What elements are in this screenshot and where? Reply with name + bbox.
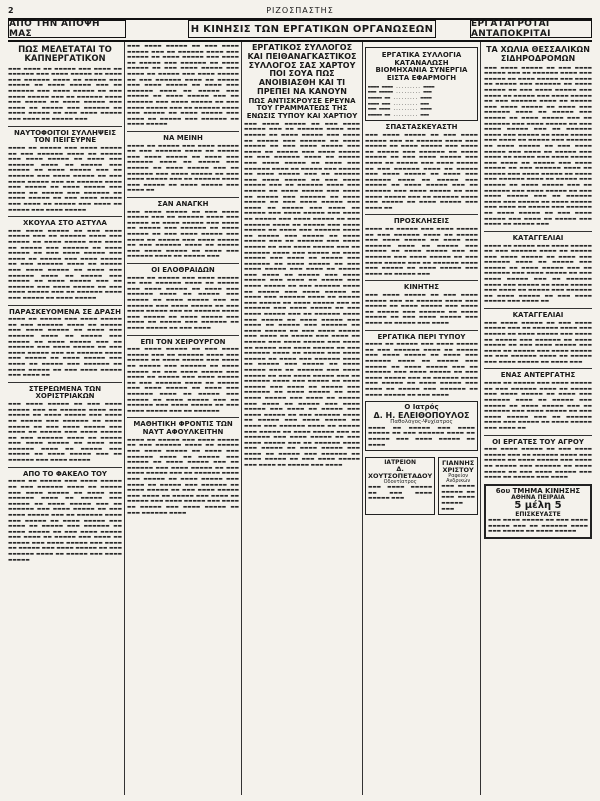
col5-text: ▬▬▬ ▬▬▬▬ ▬▬▬▬▬ ▬▬ ▬▬▬ ▬▬▬▬ ▬▬▬▬▬ ▬▬▬ ▬▬ ▬▬▬▬▬▬ ▬▬▬▬ ▬▬▬ ▬▬▬▬▬ ▬▬ ▬▬▬▬ ▬▬▬▬▬ ▬▬▬ ▬▬▬▬ ▬▬ ▬▬▬▬▬ ▬▬▬ ▬▬▬▬▬▬ ▬▬ ▬▬▬▬ ▬▬▬▬▬ ▬▬ ▬▬▬ ▬▬▬▬ ▬▬▬▬▬ ▬▬▬ ▬▬▬▬ ▬▬ ▬▬▬▬▬ ▬▬▬ ▬▬▬▬ ▬▬▬▬▬ ▬▬ ▬▬▬ ▬▬▬▬▬▬ ▬▬▬▬ ▬▬ ▬▬▬▬▬ ▬▬▬ ▬▬▬▬ ▬▬▬▬▬ ▬▬ ▬▬▬▬ ▬▬▬ ▬▬▬▬▬▬ ▬▬▬▬ ▬▬ ▬▬▬▬▬ ▬▬▬ ▬▬▬▬▬ ▬▬ ▬▬▬▬ ▬▬▬▬▬ ▬▬▬ ▬▬ ▬▬▬▬▬▬ ▬▬▬ ▬▬▬▬ ▬▬▬▬▬ ▬▬ ▬▬▬ ▬▬▬▬ ▬▬▬▬▬ ▬▬▬ ▬▬ ▬▬▬▬▬▬ ▬▬▬▬ ▬▬▬ ▬▬▬▬▬ ▬▬ ▬▬▬▬ ▬▬▬▬▬ ▬▬▬ ▬▬▬▬ ▬▬ ▬▬▬▬▬ ▬▬▬ ▬▬▬▬▬▬ ▬▬ ▬▬▬▬ ▬▬▬▬▬ ▬▬ ▬▬▬ ▬▬▬▬ ▬▬▬▬▬ ▬▬▬ ▬▬▬▬ ▬▬ ▬▬▬▬▬ ▬▬▬ ▬▬▬▬ ▬▬ ▬▬▬▬▬ ▬▬▬ ▬▬▬▬ ▬▬▬▬▬ ▬▬▬ ▬▬▬▬ ▬▬ ▬▬▬▬▬ ▬▬▬ ▬▬▬▬ ▬▬▬▬▬ ▬▬ ▬▬▬ ▬▬▬▬▬▬ ▬▬▬▬ ▬▬ ▬▬▬▬▬ ▬▬▬ ▬▬▬▬ ▬▬▬▬▬ ▬▬ ▬▬▬▬ ▬▬▬ ▬▬▬▬▬▬ ▬▬▬▬ ▬▬ ▬▬▬▬▬ ▬▬▬ ▬▬▬▬▬ ▬▬ ▬▬▬▬ ▬▬▬▬▬ ▬▬▬ ▬▬ ▬▬▬▬▬▬ ▬▬▬ ▬▬▬▬ ▬▬▬▬▬ ▬▬ ▬▬▬ ▬▬▬▬ ▬▬▬▬▬ ▬▬▬ ▬▬ ▬▬▬▬▬▬ ▬▬▬▬ ▬▬▬ ▬▬▬▬▬ ▬▬ ▬▬▬▬ ▬▬▬▬▬ ▬▬▬ ▬▬▬▬ ▬▬ ▬▬▬▬▬ ▬▬▬ ▬▬▬▬▬▬ ▬▬ ▬▬▬▬ ▬▬▬▬▬ ▬▬ ▬▬▬ ▬▬▬▬ ▬▬▬▬▬ ▬▬▬ ▬▬▬▬ ▬▬ ▬▬▬▬▬ ▬▬▬ ▬▬▬▬ ▬▬ ▬▬▬▬▬ ▬▬▬ xyxy=(484,65,592,228)
col4-text-3: ▬▬▬ ▬▬▬▬ ▬▬▬▬▬ ▬▬ ▬▬▬ ▬▬▬▬ ▬▬▬▬▬ ▬▬▬ ▬▬ ▬▬▬▬▬▬ ▬▬▬▬ ▬▬▬ ▬▬▬▬▬ ▬▬ ▬▬▬▬ ▬▬▬▬▬ ▬▬▬ ▬▬▬▬ ▬▬ ▬▬▬▬▬ ▬▬▬ ▬▬▬▬▬▬ ▬▬ ▬▬▬▬ ▬▬▬▬▬ ▬▬ ▬▬▬ ▬▬▬▬ ▬▬▬▬▬ ▬▬▬ ▬▬▬▬ ▬▬ ▬▬▬▬▬ ▬▬▬ ▬▬▬▬ xyxy=(365,293,478,326)
section-header-left: ΑΠΟ ΤΗΝ ΑΠΟΨΗ ΜΑΣ xyxy=(8,20,126,38)
col5-subheading-1: ΚΑΤΑΓΓΕΛΙΑΙ xyxy=(512,233,564,242)
col5-text-2: ▬▬▬▬ ▬▬ ▬▬▬▬▬ ▬▬▬ ▬▬▬▬ ▬▬▬▬▬ ▬▬ ▬▬▬ ▬▬▬▬▬▬ ▬▬▬▬ ▬▬ ▬▬▬▬▬ ▬▬▬ ▬▬▬▬ ▬▬▬▬▬ ▬▬ ▬▬▬▬ ▬▬▬ ▬▬▬▬▬▬ ▬▬▬▬ ▬▬ ▬▬▬▬▬ ▬▬▬ ▬▬▬▬▬ ▬▬ ▬▬▬▬ ▬▬▬▬▬ ▬▬▬ ▬▬ ▬▬▬▬▬▬ ▬▬▬ ▬▬▬▬ ▬▬▬▬▬ ▬▬ ▬▬▬ ▬▬▬▬ ▬▬▬▬▬ ▬▬▬ ▬▬ ▬▬▬▬▬▬ ▬▬▬▬ ▬▬▬ ▬▬▬▬▬ ▬▬ ▬▬▬▬ ▬▬▬▬▬ ▬▬▬ ▬▬▬▬ ▬▬ ▬▬▬▬▬ ▬▬▬ ▬▬▬▬▬▬ ▬▬ ▬▬▬▬ ▬▬▬▬▬ ▬▬ ▬▬▬ ▬▬▬▬ ▬▬▬▬▬ ▬▬▬ ▬▬▬▬ ▬▬ xyxy=(484,243,592,305)
col4-separator-3 xyxy=(365,330,478,331)
doctor-advert xyxy=(365,401,478,451)
col4-text: ▬▬▬ ▬▬▬▬ ▬▬▬▬▬ ▬▬ ▬▬▬ ▬▬▬▬ ▬▬▬▬▬ ▬▬▬ ▬▬ ▬▬▬▬▬▬ ▬▬▬▬ ▬▬▬ ▬▬▬▬▬ ▬▬ ▬▬▬▬ ▬▬▬▬▬ ▬▬▬ ▬▬▬▬ ▬▬ ▬▬▬▬▬ ▬▬▬ ▬▬▬▬▬▬ ▬▬ ▬▬▬▬ ▬▬▬▬▬ ▬▬ ▬▬▬ ▬▬▬▬ ▬▬▬▬▬ ▬▬▬ ▬▬▬▬ ▬▬ ▬▬▬▬▬ ▬▬▬ ▬▬▬▬ ▬▬▬▬▬ ▬▬ ▬▬▬ ▬▬▬▬▬▬ ▬▬▬▬ ▬▬ ▬▬▬▬▬ ▬▬▬ ▬▬▬▬ ▬▬▬▬▬ ▬▬ ▬▬▬▬ ▬▬▬ ▬▬▬▬▬▬ ▬▬▬▬ ▬▬ ▬▬▬▬▬ ▬▬▬ ▬▬▬▬▬ ▬▬ ▬▬▬▬ ▬▬▬▬▬ ▬▬▬ ▬▬ ▬▬▬▬▬▬ ▬▬▬ ▬▬▬▬ ▬▬▬▬▬ ▬▬ ▬▬▬ ▬▬▬▬ ▬▬▬▬▬ ▬▬▬ ▬▬ ▬▬▬▬▬▬ ▬▬▬▬ ▬▬▬ ▬▬▬▬▬ ▬▬ ▬▬▬▬ ▬▬▬▬▬ ▬▬▬ ▬▬▬▬ ▬▬ xyxy=(365,133,478,211)
col4-text-2: ▬▬▬▬ ▬▬ ▬▬▬▬▬ ▬▬▬ ▬▬▬▬ ▬▬▬▬▬ ▬▬ ▬▬▬ ▬▬▬▬▬▬ ▬▬▬▬ ▬▬ ▬▬▬▬▬ ▬▬▬ ▬▬▬▬ ▬▬▬▬▬ ▬▬ ▬▬▬▬ ▬▬▬ ▬▬▬▬▬▬ ▬▬▬▬ ▬▬ ▬▬▬▬▬ ▬▬▬ ▬▬▬▬▬ ▬▬ ▬▬▬▬ ▬▬▬▬▬ ▬▬▬ ▬▬ ▬▬▬▬▬▬ ▬▬▬ ▬▬▬▬ ▬▬▬▬▬ ▬▬ ▬▬▬ ▬▬▬▬ ▬▬▬▬▬ ▬▬▬ ▬▬ ▬▬▬▬▬▬ ▬▬▬▬ ▬▬▬ ▬▬▬▬▬ ▬▬ ▬▬▬▬ ▬▬▬▬▬ ▬▬▬ ▬▬▬▬ ▬▬ ▬▬▬▬▬ ▬▬▬ xyxy=(365,227,478,277)
page-number: 2 xyxy=(8,6,14,15)
meeting-advert-line-1: 6ου ΤΜΗΜΑ ΚΙΝΗΣΗΣ xyxy=(495,486,581,495)
col2-text-2: ▬▬▬▬ ▬▬ ▬▬▬▬▬ ▬▬▬ ▬▬▬▬ ▬▬▬▬▬ ▬▬ ▬▬▬ ▬▬▬▬▬▬ ▬▬▬▬ ▬▬ ▬▬▬▬▬ ▬▬▬ ▬▬▬▬ ▬▬▬▬▬ ▬▬ ▬▬▬▬ ▬▬▬ ▬▬▬▬▬▬ ▬▬▬▬ ▬▬ ▬▬▬▬▬ ▬▬▬ ▬▬▬▬▬ ▬▬ ▬▬▬▬ ▬▬▬▬▬ ▬▬▬ ▬▬ ▬▬▬▬▬▬ ▬▬▬ ▬▬▬▬ ▬▬▬▬▬ ▬▬ ▬▬▬ ▬▬▬▬ ▬▬▬▬▬ ▬▬▬ ▬▬ ▬▬▬▬▬▬ ▬▬▬▬ ▬▬▬ ▬▬▬▬▬ ▬▬ ▬▬▬▬ ▬▬▬▬▬ ▬▬▬ ▬▬▬▬ ▬▬ xyxy=(127,143,239,194)
col5-subheading-2: ΚΑΤΑΓΓΕΛΙΑΙ xyxy=(512,311,564,320)
page-topline xyxy=(8,6,592,18)
col5-text-4: ▬▬▬▬ ▬▬ ▬▬▬▬▬ ▬▬▬ ▬▬▬▬ ▬▬▬▬▬ ▬▬ ▬▬▬ ▬▬▬▬▬▬ ▬▬▬▬ ▬▬ ▬▬▬▬▬ ▬▬▬ ▬▬▬▬ ▬▬▬▬▬ ▬▬ ▬▬▬▬ ▬▬▬ ▬▬▬▬▬▬ ▬▬▬▬ ▬▬ ▬▬▬▬▬ ▬▬▬ ▬▬▬▬▬ ▬▬ ▬▬▬▬ ▬▬▬▬▬ ▬▬▬ ▬▬ ▬▬▬▬▬▬ ▬▬▬ ▬▬▬▬ ▬▬▬▬▬ ▬▬ ▬▬▬ ▬▬▬▬ ▬▬▬▬▬ ▬▬▬ ▬▬ ▬▬▬▬▬▬ ▬▬▬▬ ▬▬▬ ▬▬▬▬▬ ▬▬ ▬▬▬▬ ▬▬▬▬▬ ▬▬▬ ▬▬▬▬ ▬▬ xyxy=(484,381,592,431)
col2-text-3: ▬▬▬ ▬▬▬▬ ▬▬▬▬▬ ▬▬ ▬▬▬ ▬▬▬▬ ▬▬▬▬▬ ▬▬▬ ▬▬ ▬▬▬▬▬▬ ▬▬▬▬ ▬▬▬ ▬▬▬▬▬ ▬▬ ▬▬▬▬ ▬▬▬▬▬ ▬▬▬ ▬▬▬▬ ▬▬ ▬▬▬▬▬ ▬▬▬ ▬▬▬▬▬▬ ▬▬ ▬▬▬▬ ▬▬▬▬▬ ▬▬ ▬▬▬ ▬▬▬▬ ▬▬▬▬▬ ▬▬▬ ▬▬▬▬ ▬▬ ▬▬▬▬▬ ▬▬▬ ▬▬▬▬ ▬▬▬▬▬ ▬▬ ▬▬▬ ▬▬▬▬▬▬ ▬▬▬▬ ▬▬ ▬▬▬▬▬ ▬▬▬ ▬▬▬▬ ▬▬▬▬▬ ▬▬ ▬▬▬▬ ▬▬▬ ▬▬▬▬▬▬ ▬▬▬▬ ▬▬ ▬▬▬▬▬ ▬▬▬ xyxy=(127,209,239,260)
col1-subheading-3: ΠΑΡΑΣΚΕΥΟΜΕΝΑ ΣΕ ΔΡΑΣΗ xyxy=(9,307,121,316)
column-divider-4 xyxy=(480,42,481,795)
col5-subheading-4: ΟΙ ΕΡΓΑΤΕΣ ΤΟΥ ΑΓΡΟΥ xyxy=(492,437,584,446)
header-rule xyxy=(8,40,592,42)
col4-subheading-4: ΕΡΓΑΤΙΚΑ ΠΕΡΙ ΤΥΠΟΥ xyxy=(377,332,466,341)
col5-subheading-3: ΕΝΑΣ ΑΝΤΕΡΓΑΤΗΣ xyxy=(500,371,576,380)
col5-separator-3 xyxy=(484,368,592,369)
col1-subheading-5: ΑΠΟ ΤΟ ΦΑΚΕΛΟ ΤΟΥ xyxy=(23,469,107,478)
col1-separator-5 xyxy=(8,467,122,468)
section-header-right: ΕΡΓΑΤΑΓΡΟΤΑΙ ΑΝΤΑΠΟΚΡΙΤΑΙ xyxy=(470,20,592,38)
col2-separator-4 xyxy=(127,335,239,336)
col2-separator-5 xyxy=(127,417,239,418)
col4-subheading-3: ΚΙΝΗΤΗΣ xyxy=(403,283,440,292)
meeting-advert-line-2: ΑΘΗΝΑ ΠΕΙΡΑΙΑ xyxy=(511,494,565,502)
col1-text-4: ▬▬▬▬ ▬▬ ▬▬▬▬▬ ▬▬▬ ▬▬▬▬ ▬▬▬▬▬ ▬▬ ▬▬▬ ▬▬▬▬▬▬ ▬▬▬▬ ▬▬ ▬▬▬▬▬ ▬▬▬ ▬▬▬▬ ▬▬▬▬▬ ▬▬ ▬▬▬▬ ▬▬▬ ▬▬▬▬▬▬ ▬▬▬▬ ▬▬ ▬▬▬▬▬ ▬▬▬ ▬▬▬▬▬ ▬▬ ▬▬▬▬ ▬▬▬▬▬ ▬▬▬ ▬▬ ▬▬▬▬▬▬ ▬▬▬ ▬▬▬▬ ▬▬▬▬▬ ▬▬ ▬▬▬ ▬▬▬▬ ▬▬▬▬▬ ▬▬▬ ▬▬ ▬▬▬▬▬▬ ▬▬▬▬ ▬▬▬ ▬▬▬▬▬ ▬▬ ▬▬▬▬ ▬▬▬▬▬ ▬▬▬ ▬▬▬▬ ▬▬ ▬▬▬▬▬ ▬▬▬ ▬▬▬▬▬▬ ▬▬ ▬▬▬▬ ▬▬▬▬▬ ▬▬ ▬▬▬ ▬▬▬▬ ▬▬▬▬▬ ▬▬▬ ▬▬▬▬ ▬▬ xyxy=(8,317,122,379)
column-divider-1 xyxy=(124,42,125,795)
column-5 xyxy=(484,44,592,795)
col5-separator-1 xyxy=(484,231,592,232)
col4-separator-1 xyxy=(365,214,478,215)
col4-subheading-2: ΠΡΟΣΚΛΗΣΕΙΣ xyxy=(393,217,450,226)
col1-subheading-2: ΧΚΟΥΛΑ ΣΤΟ ΑΣΤΥΛΑ xyxy=(23,219,107,228)
masthead: ΡΙΖΟΣΠΑΣΤΗΣ xyxy=(266,6,334,15)
col2-text-4: ▬▬▬▬ ▬▬ ▬▬▬▬▬ ▬▬▬ ▬▬▬▬ ▬▬▬▬▬ ▬▬ ▬▬▬ ▬▬▬▬▬▬ ▬▬▬▬ ▬▬ ▬▬▬▬▬ ▬▬▬ ▬▬▬▬ ▬▬▬▬▬ ▬▬ ▬▬▬▬ ▬▬▬ ▬▬▬▬▬▬ ▬▬▬▬ ▬▬ ▬▬▬▬▬ ▬▬▬ ▬▬▬▬▬ ▬▬ ▬▬▬▬ ▬▬▬▬▬ ▬▬▬ ▬▬ ▬▬▬▬▬▬ ▬▬▬ ▬▬▬▬ ▬▬▬▬▬ ▬▬ ▬▬▬ ▬▬▬▬ ▬▬▬▬▬ ▬▬▬ ▬▬ ▬▬▬▬▬▬ ▬▬▬▬ ▬▬▬ ▬▬▬▬▬ ▬▬ ▬▬▬▬ ▬▬▬▬▬ ▬▬▬ ▬▬▬▬ ▬▬ ▬▬▬▬▬ ▬▬▬ ▬▬▬▬▬▬ ▬▬ ▬▬▬▬ ▬▬▬▬▬ ▬▬ ▬▬▬ ▬▬▬▬ xyxy=(127,275,239,331)
col2-text-5: ▬▬▬ ▬▬▬▬ ▬▬▬▬▬ ▬▬ ▬▬▬ ▬▬▬▬ ▬▬▬▬▬ ▬▬▬ ▬▬ ▬▬▬▬▬▬ ▬▬▬▬ ▬▬▬ ▬▬▬▬▬ ▬▬ ▬▬▬▬ ▬▬▬▬▬ ▬▬▬ ▬▬▬▬ ▬▬ ▬▬▬▬▬ ▬▬▬ ▬▬▬▬▬▬ ▬▬ ▬▬▬▬ ▬▬▬▬▬ ▬▬ ▬▬▬ ▬▬▬▬ ▬▬▬▬▬ ▬▬▬ ▬▬▬▬ ▬▬ ▬▬▬▬▬ ▬▬▬ ▬▬▬▬ ▬▬▬▬▬ ▬▬ ▬▬▬ ▬▬▬▬▬▬ ▬▬▬▬ ▬▬ ▬▬▬▬▬ ▬▬▬ ▬▬▬▬ ▬▬▬▬▬ ▬▬ ▬▬▬▬ ▬▬▬ ▬▬▬▬▬▬ ▬▬▬▬ ▬▬ ▬▬▬▬▬ ▬▬▬ ▬▬▬▬▬ ▬▬ ▬▬▬▬ ▬▬▬▬▬ ▬▬▬ ▬▬ ▬▬▬▬▬▬ ▬▬▬ ▬▬▬▬ ▬▬▬▬▬ ▬▬ ▬▬▬ ▬▬▬▬ ▬▬▬▬▬ ▬▬▬ ▬▬ ▬▬▬▬▬▬ xyxy=(127,347,239,414)
tailor-advert-detail: Ραφείον Ανδρικών xyxy=(446,472,471,484)
col2-subheading-1: ΝΑ ΜΕΙΝΗ xyxy=(163,133,203,142)
column-divider-2 xyxy=(241,42,242,795)
col5-headline: ΤΑ ΧΩΛΙΑ ΘΕΣΣΑΛΙΚΩΝ ΣΙΔΗΡΟΔΡΟΜΩΝ xyxy=(486,45,590,63)
doctor-advert-title: Ο Ιατρός xyxy=(404,403,439,412)
section-header-center: Η ΚΙΝΗΣΙΣ ΤΩΝ ΕΡΓΑΤΙΚΩΝ ΟΡΓΑΝΩΣΕΩΝ xyxy=(188,20,436,38)
meeting-advert-line-4: ΕΠΙΣΚΕΥΑΣΤΕ xyxy=(515,510,561,518)
col1-subheading-1: ΝΑΥΤΟΦΟΙΤΟΙ ΣΥΛΛΗΨΕΙΣ ΤΟΝ ΠΕΙΓΕΥΡΝΕ xyxy=(13,128,116,145)
dentist-advert-title: ΙΑΤΡΕΙΟΝ xyxy=(384,459,417,467)
col1-headline: ΠΩΣ ΜΕΛΕΤΑΤΑΙ ΤΟ ΚΑΠΝΕΡΓΑΤΙΚΟΝ xyxy=(18,45,112,65)
col1-subheading-4: ΣΤΕΡΕΩΜΕΝΑ ΤΩΝ ΧΟΡΙΣΤΡΙΑΚΩΝ xyxy=(28,384,102,401)
doctor-advert-text: ▬▬▬▬ ▬▬ ▬▬▬▬▬ ▬▬▬ ▬▬▬▬ ▬▬▬▬▬ ▬▬ ▬▬▬ ▬▬▬▬▬▬ ▬▬▬▬ ▬▬ ▬▬▬▬▬ ▬▬▬ ▬▬▬▬ ▬▬▬▬▬ ▬▬ ▬▬▬▬ xyxy=(368,425,475,448)
col1-text-3: ▬▬▬ ▬▬▬▬ ▬▬▬▬▬ ▬▬ ▬▬▬ ▬▬▬▬ ▬▬▬▬▬ ▬▬▬ ▬▬ ▬▬▬▬▬▬ ▬▬▬▬ ▬▬▬ ▬▬▬▬▬ ▬▬ ▬▬▬▬ ▬▬▬▬▬ ▬▬▬ ▬▬▬▬ ▬▬ ▬▬▬▬▬ ▬▬▬ ▬▬▬▬▬▬ ▬▬ ▬▬▬▬ ▬▬▬▬▬ ▬▬ ▬▬▬ ▬▬▬▬ ▬▬▬▬▬ ▬▬▬ ▬▬▬▬ ▬▬ ▬▬▬▬▬ ▬▬▬ ▬▬▬▬ ▬▬▬▬▬ ▬▬ ▬▬▬ ▬▬▬▬▬▬ ▬▬▬▬ ▬▬ ▬▬▬▬▬ ▬▬▬ ▬▬▬▬ ▬▬▬▬▬ ▬▬ ▬▬▬▬ ▬▬▬ ▬▬▬▬▬▬ ▬▬▬▬ ▬▬ ▬▬▬▬▬ ▬▬▬ ▬▬▬▬▬ ▬▬ ▬▬▬▬ ▬▬▬▬▬ ▬▬▬ ▬▬ ▬▬▬▬▬▬ ▬▬▬ ▬▬▬▬ ▬▬▬▬▬ ▬▬ ▬▬▬ ▬▬▬▬ ▬▬▬▬▬ ▬▬▬ ▬▬ ▬▬▬▬▬▬ ▬▬▬▬ ▬▬▬ ▬▬▬▬▬ ▬▬ ▬▬▬▬ ▬▬▬▬▬ xyxy=(8,228,122,301)
col4-list: ▬▬▬▬ ▬▬▬▬ ......... ▬▬▬▬ ▬▬▬ ▬▬▬▬▬ ......... ▬▬▬ ▬▬▬▬▬ ▬▬ ......... ▬▬▬▬ ▬▬▬▬ ▬▬▬ ......... ▬▬▬ ▬▬▬ ▬▬▬▬ ......... ▬▬▬▬ ▬▬▬▬▬ ▬▬ ......... ▬▬▬ xyxy=(368,84,435,118)
doctor-advert-detail: Παθολόγος-Ψυχίατρος xyxy=(390,418,453,425)
col3-subheading-1: ΠΩΣ ΑΝΤΙΣΚΡΟΥΣΕ ΕΡΕΥΝΑ ΤΟΥ ΓΡΑΜΜΑΤΕΩΣ ΤΗΣ ΕΝΩΣΙΣ ΤΥΠΟΥ ΚΑΙ ΧΑΡΤΙΟΥ xyxy=(246,96,358,121)
col5-separator-2 xyxy=(484,308,592,309)
column-3 xyxy=(244,44,360,795)
col4-headline: ΕΡΓΑΤΙΚΑ ΣΥΛΛΟΓΙΑ ΚΑΤΑΝΑΛΩΣΗ ΒΙΟΜΗΧΑΝΙΑ ΣΥΝΕΡΓΙΑ ΕΙΣΤΑ ΕΦΑΡΜΟΓΗ xyxy=(375,51,468,83)
col1-separator-4 xyxy=(8,382,122,383)
dentist-advert-name: Δ. ΧΟΥΤΣΟΠΕΤΑΔΟΥ xyxy=(368,465,433,481)
col2-separator-3 xyxy=(127,263,239,264)
dentist-advert-text: ▬▬▬ ▬▬▬▬ ▬▬▬▬▬ ▬▬ ▬▬▬ ▬▬▬▬ ▬▬▬▬▬ ▬▬▬ xyxy=(368,485,433,502)
col1-text-5: ▬▬▬ ▬▬▬▬ ▬▬▬▬▬ ▬▬ ▬▬▬ ▬▬▬▬ ▬▬▬▬▬ ▬▬▬ ▬▬ ▬▬▬▬▬▬ ▬▬▬▬ ▬▬▬ ▬▬▬▬▬ ▬▬ ▬▬▬▬ ▬▬▬▬▬ ▬▬▬ ▬▬▬▬ ▬▬ ▬▬▬▬▬ ▬▬▬ ▬▬▬▬▬▬ ▬▬ ▬▬▬▬ ▬▬▬▬▬ ▬▬ ▬▬▬ ▬▬▬▬ ▬▬▬▬▬ ▬▬▬ ▬▬▬▬ ▬▬ ▬▬▬▬▬ ▬▬▬ ▬▬▬▬ ▬▬▬▬▬ ▬▬ ▬▬▬ ▬▬▬▬▬▬ ▬▬▬▬ ▬▬ ▬▬▬▬▬ ▬▬▬ ▬▬▬▬ ▬▬▬▬▬ ▬▬ ▬▬▬▬ ▬▬▬ ▬▬▬▬▬▬ ▬▬▬▬ ▬▬ ▬▬▬▬▬ ▬▬▬ ▬▬▬▬▬ ▬▬ ▬▬▬▬ ▬▬▬▬▬ ▬▬▬ ▬▬ ▬▬▬▬▬▬ ▬▬▬ ▬▬▬▬ ▬▬▬▬▬ xyxy=(8,402,122,464)
col4-headline-box xyxy=(365,47,478,121)
column-4 xyxy=(365,44,478,795)
tailor-advert xyxy=(438,457,478,515)
tailor-advert-name: ΓΙΑΝΝΗΣ ΧΡΙΣΤΟΥ xyxy=(441,459,475,474)
col1-text-6: ▬▬▬▬ ▬▬ ▬▬▬▬▬ ▬▬▬ ▬▬▬▬ ▬▬▬▬▬ ▬▬ ▬▬▬ ▬▬▬▬▬▬ ▬▬▬▬ ▬▬ ▬▬▬▬▬ ▬▬▬ ▬▬▬▬ ▬▬▬▬▬ ▬▬ ▬▬▬▬ ▬▬▬ ▬▬▬▬▬▬ ▬▬▬▬ ▬▬ ▬▬▬▬▬ ▬▬▬ ▬▬▬▬▬ ▬▬ ▬▬▬▬ ▬▬▬▬▬ ▬▬▬ ▬▬ ▬▬▬▬▬▬ ▬▬▬ ▬▬▬▬ ▬▬▬▬▬ ▬▬ ▬▬▬ ▬▬▬▬ ▬▬▬▬▬ ▬▬▬ ▬▬ ▬▬▬▬▬▬ ▬▬▬▬ ▬▬▬ ▬▬▬▬▬ ▬▬ ▬▬▬▬ ▬▬▬▬▬ ▬▬▬ ▬▬▬▬ ▬▬ ▬▬▬▬▬ ▬▬▬ ▬▬▬▬▬▬ ▬▬ ▬▬▬▬ ▬▬▬▬▬ ▬▬ ▬▬▬ ▬▬▬▬ ▬▬▬▬▬ ▬▬▬ ▬▬▬▬ ▬▬ ▬▬▬▬▬ ▬▬▬ ▬▬▬▬ ▬▬ ▬▬▬▬▬ ▬▬▬ ▬▬▬▬ ▬▬▬▬▬ ▬▬▬ ▬▬▬▬ ▬▬ ▬▬▬▬▬ ▬▬▬ ▬▬▬▬ ▬▬▬▬▬ ▬▬ ▬▬▬ ▬▬▬▬▬▬ ▬▬▬▬ ▬▬ ▬▬▬▬▬ ▬▬▬ ▬▬▬▬ ▬▬▬▬▬ xyxy=(8,479,122,563)
ads-row xyxy=(365,454,478,518)
col1-separator xyxy=(8,126,122,127)
col5-text-3: ▬▬▬ ▬▬▬▬ ▬▬▬▬▬ ▬▬ ▬▬▬ ▬▬▬▬ ▬▬▬▬▬ ▬▬▬ ▬▬ ▬▬▬▬▬▬ ▬▬▬▬ ▬▬▬ ▬▬▬▬▬ ▬▬ ▬▬▬▬ ▬▬▬▬▬ ▬▬▬ ▬▬▬▬ ▬▬ ▬▬▬▬▬ ▬▬▬ ▬▬▬▬▬▬ ▬▬ ▬▬▬▬ ▬▬▬▬▬ ▬▬ ▬▬▬ ▬▬▬▬ ▬▬▬▬▬ ▬▬▬ ▬▬▬▬ ▬▬ ▬▬▬▬▬ ▬▬▬ ▬▬▬▬ ▬▬▬▬▬ ▬▬ ▬▬▬ ▬▬▬▬▬▬ ▬▬▬▬ ▬▬ ▬▬▬▬▬ ▬▬▬ ▬▬▬▬ ▬▬▬▬▬ ▬▬ ▬▬▬▬ ▬▬▬ xyxy=(484,320,592,365)
col2-separator-2 xyxy=(127,197,239,198)
col2-subheading-4: ΕΠΙ ΤΟΝ ΧΕΙΡΟΥΡΓΟΝ xyxy=(140,337,226,346)
col1-separator-2 xyxy=(8,216,122,217)
col1-text: ▬▬▬ ▬▬▬▬ ▬▬ ▬▬▬▬▬ ▬▬▬ ▬▬▬▬ ▬▬ ▬▬▬▬▬▬ ▬▬▬ ▬▬▬▬ ▬▬▬▬▬ ▬▬ ▬▬▬▬ ▬▬▬ ▬▬▬▬▬▬ ▬▬▬▬ ▬▬ ▬▬▬▬▬ ▬▬▬ ▬▬▬▬▬ ▬▬ ▬▬▬▬ ▬▬▬▬▬ ▬▬▬ ▬▬ ▬▬▬▬▬▬ ▬▬▬ ▬▬▬▬ ▬▬▬▬▬ ▬▬ ▬▬▬ ▬▬▬▬ ▬▬▬▬▬ ▬▬▬ ▬▬ ▬▬▬▬▬▬ ▬▬▬▬ ▬▬▬ ▬▬▬▬▬ ▬▬ ▬▬▬▬ ▬▬▬▬▬ ▬▬▬ ▬▬▬▬ ▬▬ ▬▬▬▬▬ ▬▬▬ ▬▬▬▬▬▬ ▬▬ ▬▬▬▬ ▬▬▬▬▬ ▬▬ ▬▬▬ ▬▬▬▬ ▬▬▬▬▬ ▬▬▬ ▬▬▬▬ ▬▬ ▬▬▬▬▬ ▬▬▬ xyxy=(8,66,122,123)
col2-subheading-3: ΟΙ ΕΛΟΘΡΑΙΔΩΝ xyxy=(151,265,215,274)
col4-separator-2 xyxy=(365,280,478,281)
col4-subheading-1: ΣΠΑΣΤΑΣΚΕΥΑΣΤΗ xyxy=(385,123,458,132)
col4-text-4: ▬▬▬▬ ▬▬ ▬▬▬▬▬ ▬▬▬ ▬▬▬▬ ▬▬▬▬▬ ▬▬ ▬▬▬ ▬▬▬▬▬▬ ▬▬▬▬ ▬▬ ▬▬▬▬▬ ▬▬▬ ▬▬▬▬ ▬▬▬▬▬ ▬▬ ▬▬▬▬ ▬▬▬ ▬▬▬▬▬▬ ▬▬▬▬ ▬▬ ▬▬▬▬▬ ▬▬▬ ▬▬▬▬▬ ▬▬ ▬▬▬▬ ▬▬▬▬▬ ▬▬▬ ▬▬ ▬▬▬▬▬▬ ▬▬▬ ▬▬▬▬ ▬▬▬▬▬ ▬▬ ▬▬▬ ▬▬▬▬ ▬▬▬▬▬ ▬▬▬ ▬▬ ▬▬▬▬▬▬ ▬▬▬▬ ▬▬▬ ▬▬▬▬▬ ▬▬ ▬▬▬▬ ▬▬▬▬▬ ▬▬▬ ▬▬▬▬ ▬▬ ▬▬▬▬▬ ▬▬▬ ▬▬▬▬▬▬ ▬▬ ▬▬▬▬ ▬▬▬▬▬ ▬▬ ▬▬▬ ▬▬▬▬ xyxy=(365,342,478,398)
col5-separator-4 xyxy=(484,435,592,436)
col1-separator-3 xyxy=(8,305,122,306)
col2-separator-1 xyxy=(127,131,239,132)
meeting-advert xyxy=(484,484,592,539)
meeting-advert-line-3: 5 μέλη 5 xyxy=(514,500,562,512)
column-1 xyxy=(8,44,122,795)
col2-subheading-5: ΜΑΘΗΤΙΚΗ ΦΡΟΝΤΙΣ ΤΩΝ ΝΑΥΤ ΑΦΟΥΛΚΕΙΤΗΝ xyxy=(133,420,233,437)
tailor-advert-text: ▬▬▬ ▬▬▬▬ ▬▬▬▬▬ ▬▬ ▬▬▬ ▬▬▬▬ ▬▬▬▬▬ ▬▬▬ xyxy=(441,484,475,512)
col3-headline: ΕΡΓΑΤΙΚΟΣ ΣΥΛΛΟΓΟΣ ΚΑΙ ΠΕΙΘΑΝΑΓΚΑΣΤΙΚΟΣ ΣΥΛΛΟΓΟΣ ΣΑΣ ΧΑΡΤΟΥ ΠΟΙ ΣΟΥΑ ΠΩΣ ΑΝΟΙΒΙΑΣΘΗ ΚΑΙ ΤΙ ΠΡΕΠΕΙ ΝΑ ΚΑΝΟΥΝ xyxy=(247,44,357,96)
col1-text-2: ▬▬▬▬ ▬▬ ▬▬▬▬▬ ▬▬▬ ▬▬▬▬ ▬▬▬▬▬ ▬▬ ▬▬▬ ▬▬▬▬▬▬ ▬▬▬▬ ▬▬ ▬▬▬▬▬ ▬▬▬ ▬▬▬▬ ▬▬▬▬▬ ▬▬ ▬▬▬▬ ▬▬▬ ▬▬▬▬▬▬ ▬▬▬▬ ▬▬ ▬▬▬▬▬ ▬▬▬ ▬▬▬▬▬ ▬▬ ▬▬▬▬ ▬▬▬▬▬ ▬▬▬ ▬▬ ▬▬▬▬▬▬ ▬▬▬ ▬▬▬▬ ▬▬▬▬▬ ▬▬ ▬▬▬ ▬▬▬▬ ▬▬▬▬▬ ▬▬▬ ▬▬ ▬▬▬▬▬▬ ▬▬▬▬ ▬▬▬ ▬▬▬▬▬ ▬▬ ▬▬▬▬ ▬▬▬▬▬ ▬▬▬ ▬▬▬▬ ▬▬ ▬▬▬▬▬ ▬▬▬ ▬▬▬▬▬▬ ▬▬ ▬▬▬▬ ▬▬▬▬▬ ▬▬ ▬▬▬ ▬▬▬▬ ▬▬▬▬▬ ▬▬▬ ▬▬▬▬ ▬▬ ▬▬▬▬▬ ▬▬▬ ▬▬▬▬ ▬▬ ▬▬▬▬▬ ▬▬▬ ▬▬▬▬ ▬▬▬▬▬ xyxy=(8,146,122,213)
doctor-advert-name: Δ. Η. ΕΛΕΙΘΟΠΟΥΛΟΣ xyxy=(373,410,470,420)
meeting-advert-text: ▬▬▬ ▬▬▬▬ ▬▬▬▬▬ ▬▬ ▬▬▬ ▬▬▬▬ ▬▬▬▬▬ ▬▬▬ ▬▬ ▬▬▬▬▬▬ ▬▬▬▬ ▬▬▬ ▬▬▬▬▬ ▬▬ ▬▬▬▬ ▬▬▬▬▬ xyxy=(488,518,588,535)
col3-text: ▬▬▬ ▬▬▬▬ ▬▬▬▬▬ ▬▬ ▬▬▬ ▬▬▬▬ ▬▬▬▬▬ ▬▬▬ ▬▬ ▬▬▬▬▬▬ ▬▬▬▬ ▬▬▬ ▬▬▬▬▬ ▬▬ ▬▬▬▬ ▬▬▬▬▬ ▬▬▬ ▬▬▬▬ ▬▬ ▬▬▬▬▬ ▬▬▬ ▬▬▬▬▬▬ ▬▬ ▬▬▬▬ ▬▬▬▬▬ ▬▬ ▬▬▬ ▬▬▬▬ ▬▬▬▬▬ ▬▬▬ ▬▬▬▬ ▬▬ ▬▬▬▬▬ ▬▬▬ ▬▬▬▬ ▬▬▬▬▬ ▬▬ ▬▬▬ ▬▬▬▬▬▬ ▬▬▬▬ ▬▬ ▬▬▬▬▬ ▬▬▬ ▬▬▬▬ ▬▬▬▬▬ ▬▬ ▬▬▬▬ ▬▬▬ ▬▬▬▬▬▬ ▬▬▬▬ ▬▬ ▬▬▬▬▬ ▬▬▬ ▬▬▬▬▬ ▬▬ ▬▬▬▬ ▬▬▬▬▬ ▬▬▬ ▬▬ ▬▬▬▬▬▬ ▬▬▬ ▬▬▬▬ ▬▬▬▬▬ ▬▬ ▬▬▬ ▬▬▬▬ ▬▬▬▬▬ ▬▬▬ ▬▬ ▬▬▬▬▬▬ ▬▬▬▬ ▬▬▬ ▬▬▬▬▬ ▬▬ ▬▬▬▬ ▬▬▬▬▬ ▬▬▬ ▬▬▬▬ ▬▬ ▬▬▬▬▬ ▬▬▬ ▬▬▬▬▬▬ ▬▬ ▬▬▬▬ ▬▬▬▬▬ ▬▬ ▬▬▬ ▬▬▬▬ ▬▬▬▬▬ ▬▬▬ ▬▬▬▬ ▬▬ ▬▬▬▬▬ ▬▬▬ ▬▬▬▬ ▬▬ ▬▬▬▬▬ ▬▬▬ ▬▬▬▬ ▬▬▬▬▬ ▬▬▬ ▬▬▬▬ ▬▬ ▬▬▬▬▬ ▬▬▬ ▬▬▬▬ ▬▬▬▬▬ ▬▬ ▬▬▬ ▬▬▬▬▬▬ ▬▬▬▬ ▬▬ ▬▬▬▬▬ ▬▬▬ ▬▬▬▬ ▬▬▬▬▬ ▬▬ ▬▬▬▬ ▬▬▬ ▬▬▬▬▬▬ ▬▬▬▬ ▬▬ ▬▬▬▬▬ ▬▬▬ ▬▬▬▬▬ ▬▬ ▬▬▬▬ ▬▬▬▬▬ ▬▬▬ ▬▬ ▬▬▬▬▬▬ ▬▬▬ ▬▬▬▬ ▬▬▬▬▬ ▬▬ ▬▬▬ ▬▬▬▬ ▬▬▬▬▬ ▬▬▬ ▬▬ ▬▬▬▬▬▬ ▬▬▬▬ ▬▬▬ ▬▬▬▬▬ ▬▬ ▬▬▬▬ ▬▬▬▬▬ ▬▬▬ ▬▬▬▬ ▬▬ ▬▬▬▬▬ ▬▬▬ ▬▬▬▬▬▬ ▬▬ ▬▬▬▬ ▬▬▬▬▬ ▬▬ ▬▬▬ ▬▬▬▬ ▬▬▬▬▬ ▬▬▬ ▬▬▬▬ ▬▬ ▬▬▬▬▬ ▬▬▬ ▬▬▬▬ ▬▬ ▬▬▬▬▬ ▬▬▬ ▬▬▬▬ ▬▬▬▬▬ ▬▬▬ ▬▬▬▬ ▬▬ ▬▬▬▬▬ ▬▬▬ ▬▬▬▬ ▬▬▬▬▬ ▬▬ ▬▬▬ ▬▬▬▬▬▬ ▬▬▬▬ ▬▬ ▬▬▬▬▬ ▬▬▬ ▬▬▬▬ ▬▬▬▬▬ ▬▬ ▬▬▬▬ ▬▬▬ ▬▬▬▬▬▬ ▬▬▬▬ ▬▬ ▬▬▬▬▬ ▬▬▬ ▬▬▬▬▬ ▬▬ ▬▬▬▬ ▬▬▬▬▬ ▬▬▬ ▬▬ ▬▬▬▬▬▬ ▬▬▬ ▬▬▬▬ ▬▬▬▬▬ ▬▬ ▬▬▬ ▬▬▬▬ ▬▬▬▬▬ ▬▬▬ ▬▬ ▬▬▬▬▬▬ ▬▬▬▬ ▬▬▬ ▬▬▬▬▬ ▬▬ ▬▬▬▬ ▬▬▬▬▬ ▬▬▬ ▬▬▬▬ ▬▬ ▬▬▬▬▬ ▬▬▬ ▬▬▬▬▬▬ ▬▬ ▬▬▬▬ ▬▬▬▬▬ ▬▬ ▬▬▬ ▬▬▬▬ ▬▬▬▬▬ ▬▬▬ ▬▬▬▬ ▬▬ ▬▬▬▬▬ ▬▬▬ ▬▬▬▬ ▬▬ ▬▬▬▬▬ ▬▬▬ ▬▬▬▬ ▬▬▬▬▬ ▬▬▬ ▬▬▬▬ ▬▬ ▬▬▬▬▬ ▬▬▬ ▬▬▬▬ ▬▬▬▬▬ ▬▬ ▬▬▬ ▬▬▬▬▬▬ ▬▬▬▬ ▬▬ ▬▬▬▬▬ ▬▬▬ ▬▬▬▬ ▬▬▬▬▬ ▬▬ ▬▬▬▬ ▬▬▬ ▬▬▬▬▬▬ ▬▬▬▬ ▬▬ ▬▬▬▬▬ ▬▬▬ ▬▬▬▬▬ ▬▬ ▬▬▬▬ ▬▬▬▬▬ ▬▬▬ ▬▬ ▬▬▬▬▬▬ ▬▬▬ ▬▬▬▬ ▬▬▬▬▬ ▬▬ ▬▬▬ ▬▬▬▬ ▬▬▬▬▬ ▬▬▬ ▬▬ ▬▬▬▬▬▬ ▬▬▬▬ ▬▬▬ ▬▬▬▬▬ ▬▬ ▬▬▬▬ ▬▬▬▬▬ ▬▬▬ ▬▬▬▬ ▬▬ ▬▬▬▬▬ ▬▬▬ ▬▬▬▬▬▬ ▬▬ ▬▬▬▬ ▬▬▬▬▬ ▬▬ ▬▬▬ ▬▬▬▬ ▬▬▬▬▬ ▬▬▬ ▬▬▬▬ ▬▬ ▬▬▬▬▬ ▬▬▬ ▬▬▬▬ ▬▬ ▬▬▬▬▬ ▬▬▬ ▬▬▬▬ ▬▬▬▬▬ ▬▬▬ ▬▬▬▬ ▬▬ ▬▬▬▬▬ ▬▬▬ ▬▬▬▬ ▬▬▬▬▬ ▬▬ ▬▬▬ ▬▬▬▬▬▬ ▬▬▬▬ ▬▬ ▬▬▬▬▬ ▬▬▬ ▬▬▬▬ ▬▬▬▬▬ ▬▬ ▬▬▬▬ ▬▬▬ ▬▬▬▬▬▬ ▬▬▬▬ ▬▬ ▬▬▬▬▬ ▬▬▬ ▬▬▬▬▬ ▬▬ ▬▬▬▬ ▬▬▬▬▬ ▬▬▬ ▬▬ ▬▬▬▬▬▬ ▬▬▬ ▬▬▬▬ ▬▬▬▬▬ ▬▬ ▬▬▬ ▬▬▬▬ ▬▬▬▬▬ ▬▬▬ ▬▬ ▬▬▬▬▬▬ ▬▬▬▬ ▬▬▬ ▬▬▬▬▬ ▬▬ ▬▬▬▬ ▬▬▬▬▬ ▬▬▬ ▬▬▬▬ ▬▬ ▬▬▬▬▬ ▬▬▬ ▬▬▬▬▬▬ ▬▬ ▬▬▬▬ ▬▬▬▬▬ ▬▬ ▬▬▬ ▬▬▬▬ ▬▬▬▬▬ ▬▬▬ ▬▬▬▬ ▬▬ ▬▬▬▬▬ ▬▬▬ ▬▬▬▬ xyxy=(244,121,360,469)
col2-text-6: ▬▬▬▬ ▬▬ ▬▬▬▬▬ ▬▬▬ ▬▬▬▬ ▬▬▬▬▬ ▬▬ ▬▬▬ ▬▬▬▬▬▬ ▬▬▬▬ ▬▬ ▬▬▬▬▬ ▬▬▬ ▬▬▬▬ ▬▬▬▬▬ ▬▬ ▬▬▬▬ ▬▬▬ ▬▬▬▬▬▬ ▬▬▬▬ ▬▬ ▬▬▬▬▬ ▬▬▬ ▬▬▬▬▬ ▬▬ ▬▬▬▬ ▬▬▬▬▬ ▬▬▬ ▬▬ ▬▬▬▬▬▬ ▬▬▬ ▬▬▬▬ ▬▬▬▬▬ ▬▬ ▬▬▬ ▬▬▬▬ ▬▬▬▬▬ ▬▬▬ ▬▬ ▬▬▬▬▬▬ ▬▬▬▬ ▬▬▬ ▬▬▬▬▬ ▬▬ ▬▬▬▬ ▬▬▬▬▬ ▬▬▬ ▬▬▬▬ ▬▬ ▬▬▬▬▬ ▬▬▬ ▬▬▬▬▬▬ ▬▬ ▬▬▬▬ ▬▬▬▬▬ ▬▬ ▬▬▬ ▬▬▬▬ ▬▬▬▬▬ ▬▬▬ ▬▬▬▬ ▬▬ ▬▬▬▬▬ ▬▬▬ ▬▬▬▬ ▬▬ ▬▬▬▬▬ ▬▬▬ ▬▬▬▬ ▬▬▬▬▬ ▬▬▬ ▬▬▬▬ ▬▬ ▬▬▬▬▬ ▬▬▬ ▬▬▬▬ ▬▬▬▬▬ ▬▬ ▬▬▬ ▬▬▬▬▬▬ ▬▬▬▬ xyxy=(127,437,239,516)
col5-text-5: ▬▬▬ ▬▬▬▬ ▬▬▬▬▬ ▬▬ ▬▬▬ ▬▬▬▬ ▬▬▬▬▬ ▬▬▬ ▬▬ ▬▬▬▬▬▬ ▬▬▬▬ ▬▬▬ ▬▬▬▬▬ ▬▬ ▬▬▬▬ ▬▬▬▬▬ ▬▬▬ ▬▬▬▬ ▬▬ ▬▬▬▬▬ ▬▬▬ ▬▬▬▬▬▬ ▬▬ ▬▬▬▬ ▬▬▬▬▬ ▬▬ ▬▬▬ ▬▬▬▬ ▬▬▬▬▬ ▬▬▬ ▬▬▬▬ ▬▬ ▬▬▬▬▬ ▬▬▬ ▬▬▬▬ xyxy=(484,447,592,481)
column-2 xyxy=(127,44,239,795)
column-divider-3 xyxy=(362,42,363,795)
col2-text: ▬▬▬ ▬▬▬▬ ▬▬▬▬▬ ▬▬ ▬▬▬ ▬▬▬▬ ▬▬▬▬▬ ▬▬▬ ▬▬ ▬▬▬▬▬▬ ▬▬▬▬ ▬▬▬ ▬▬▬▬▬ ▬▬ ▬▬▬▬ ▬▬▬▬▬ ▬▬▬ ▬▬▬▬ ▬▬ ▬▬▬▬▬ ▬▬▬ ▬▬▬▬▬▬ ▬▬ ▬▬▬▬ ▬▬▬▬▬ ▬▬ ▬▬▬ ▬▬▬▬ ▬▬▬▬▬ ▬▬▬ ▬▬▬▬ ▬▬ ▬▬▬▬▬ ▬▬▬ ▬▬▬▬ ▬▬▬▬▬ ▬▬ ▬▬▬ ▬▬▬▬▬▬ ▬▬▬▬ ▬▬ ▬▬▬▬▬ ▬▬▬ ▬▬▬▬ ▬▬▬▬▬ ▬▬ ▬▬▬▬ ▬▬▬ ▬▬▬▬▬▬ ▬▬▬▬ ▬▬ ▬▬▬▬▬ ▬▬▬ ▬▬▬▬▬ ▬▬ ▬▬▬▬ ▬▬▬▬▬ ▬▬▬ ▬▬ ▬▬▬▬▬▬ ▬▬▬ ▬▬▬▬ ▬▬▬▬▬ ▬▬ ▬▬▬ ▬▬▬▬ ▬▬▬▬▬ ▬▬▬ ▬▬ ▬▬▬▬▬▬ ▬▬▬▬ ▬▬▬ ▬▬▬▬▬ ▬▬ ▬▬▬▬ ▬▬▬▬▬ ▬▬▬ ▬▬▬▬ ▬▬ ▬▬▬▬▬ ▬▬▬ ▬▬▬▬▬▬ ▬▬ ▬▬▬▬ ▬▬▬▬▬ xyxy=(127,44,239,128)
col2-subheading-2: ΣΑΝ ΑΝΑΓΚΗ xyxy=(157,199,209,208)
dentist-advert-detail: Οδοντίατρος xyxy=(383,479,417,486)
dentist-advert xyxy=(365,457,435,515)
